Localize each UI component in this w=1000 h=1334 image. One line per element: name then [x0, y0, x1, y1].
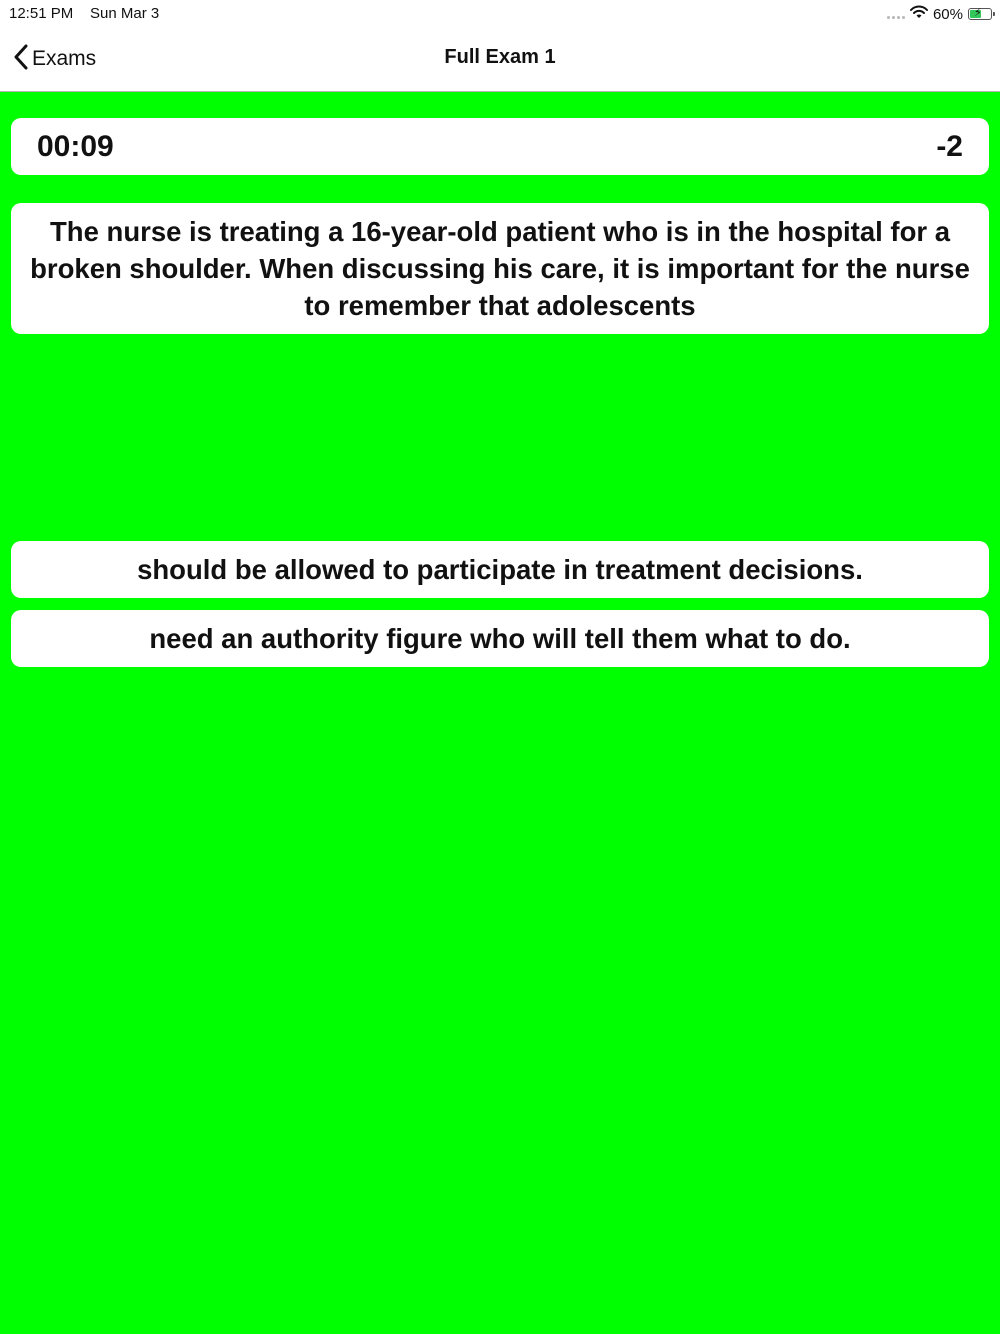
back-label: Exams — [32, 47, 97, 70]
score-value: -2 — [936, 130, 963, 163]
navigation-bar — [0, 28, 1000, 92]
battery-charging-icon — [968, 8, 992, 20]
cellular-dots-icon — [887, 16, 905, 19]
status-time: 12:51 PM — [9, 5, 74, 22]
status-bar — [0, 0, 1000, 28]
answer-option-2[interactable]: need an authority figure who will tell them what to do. — [11, 610, 989, 667]
battery-percent: 60% — [932, 5, 963, 23]
wifi-icon — [910, 5, 928, 23]
timer-value: 00:09 — [37, 130, 114, 163]
answer-option-1[interactable]: should be allowed to participate in treatment decisions. — [11, 541, 989, 598]
charging-bolt-icon: ⚡ — [974, 7, 982, 19]
status-date: Sun Mar 3 — [90, 5, 160, 22]
timer-card — [11, 118, 989, 175]
status-indicators — [887, 4, 992, 24]
page-title: Full Exam 1 — [444, 46, 556, 68]
question-text: The nurse is treating a 16-year-old patient who is in the hospital for a broken shoulder. When discussing his care, it is important for the nurse to remember that adolescents — [11, 203, 989, 334]
